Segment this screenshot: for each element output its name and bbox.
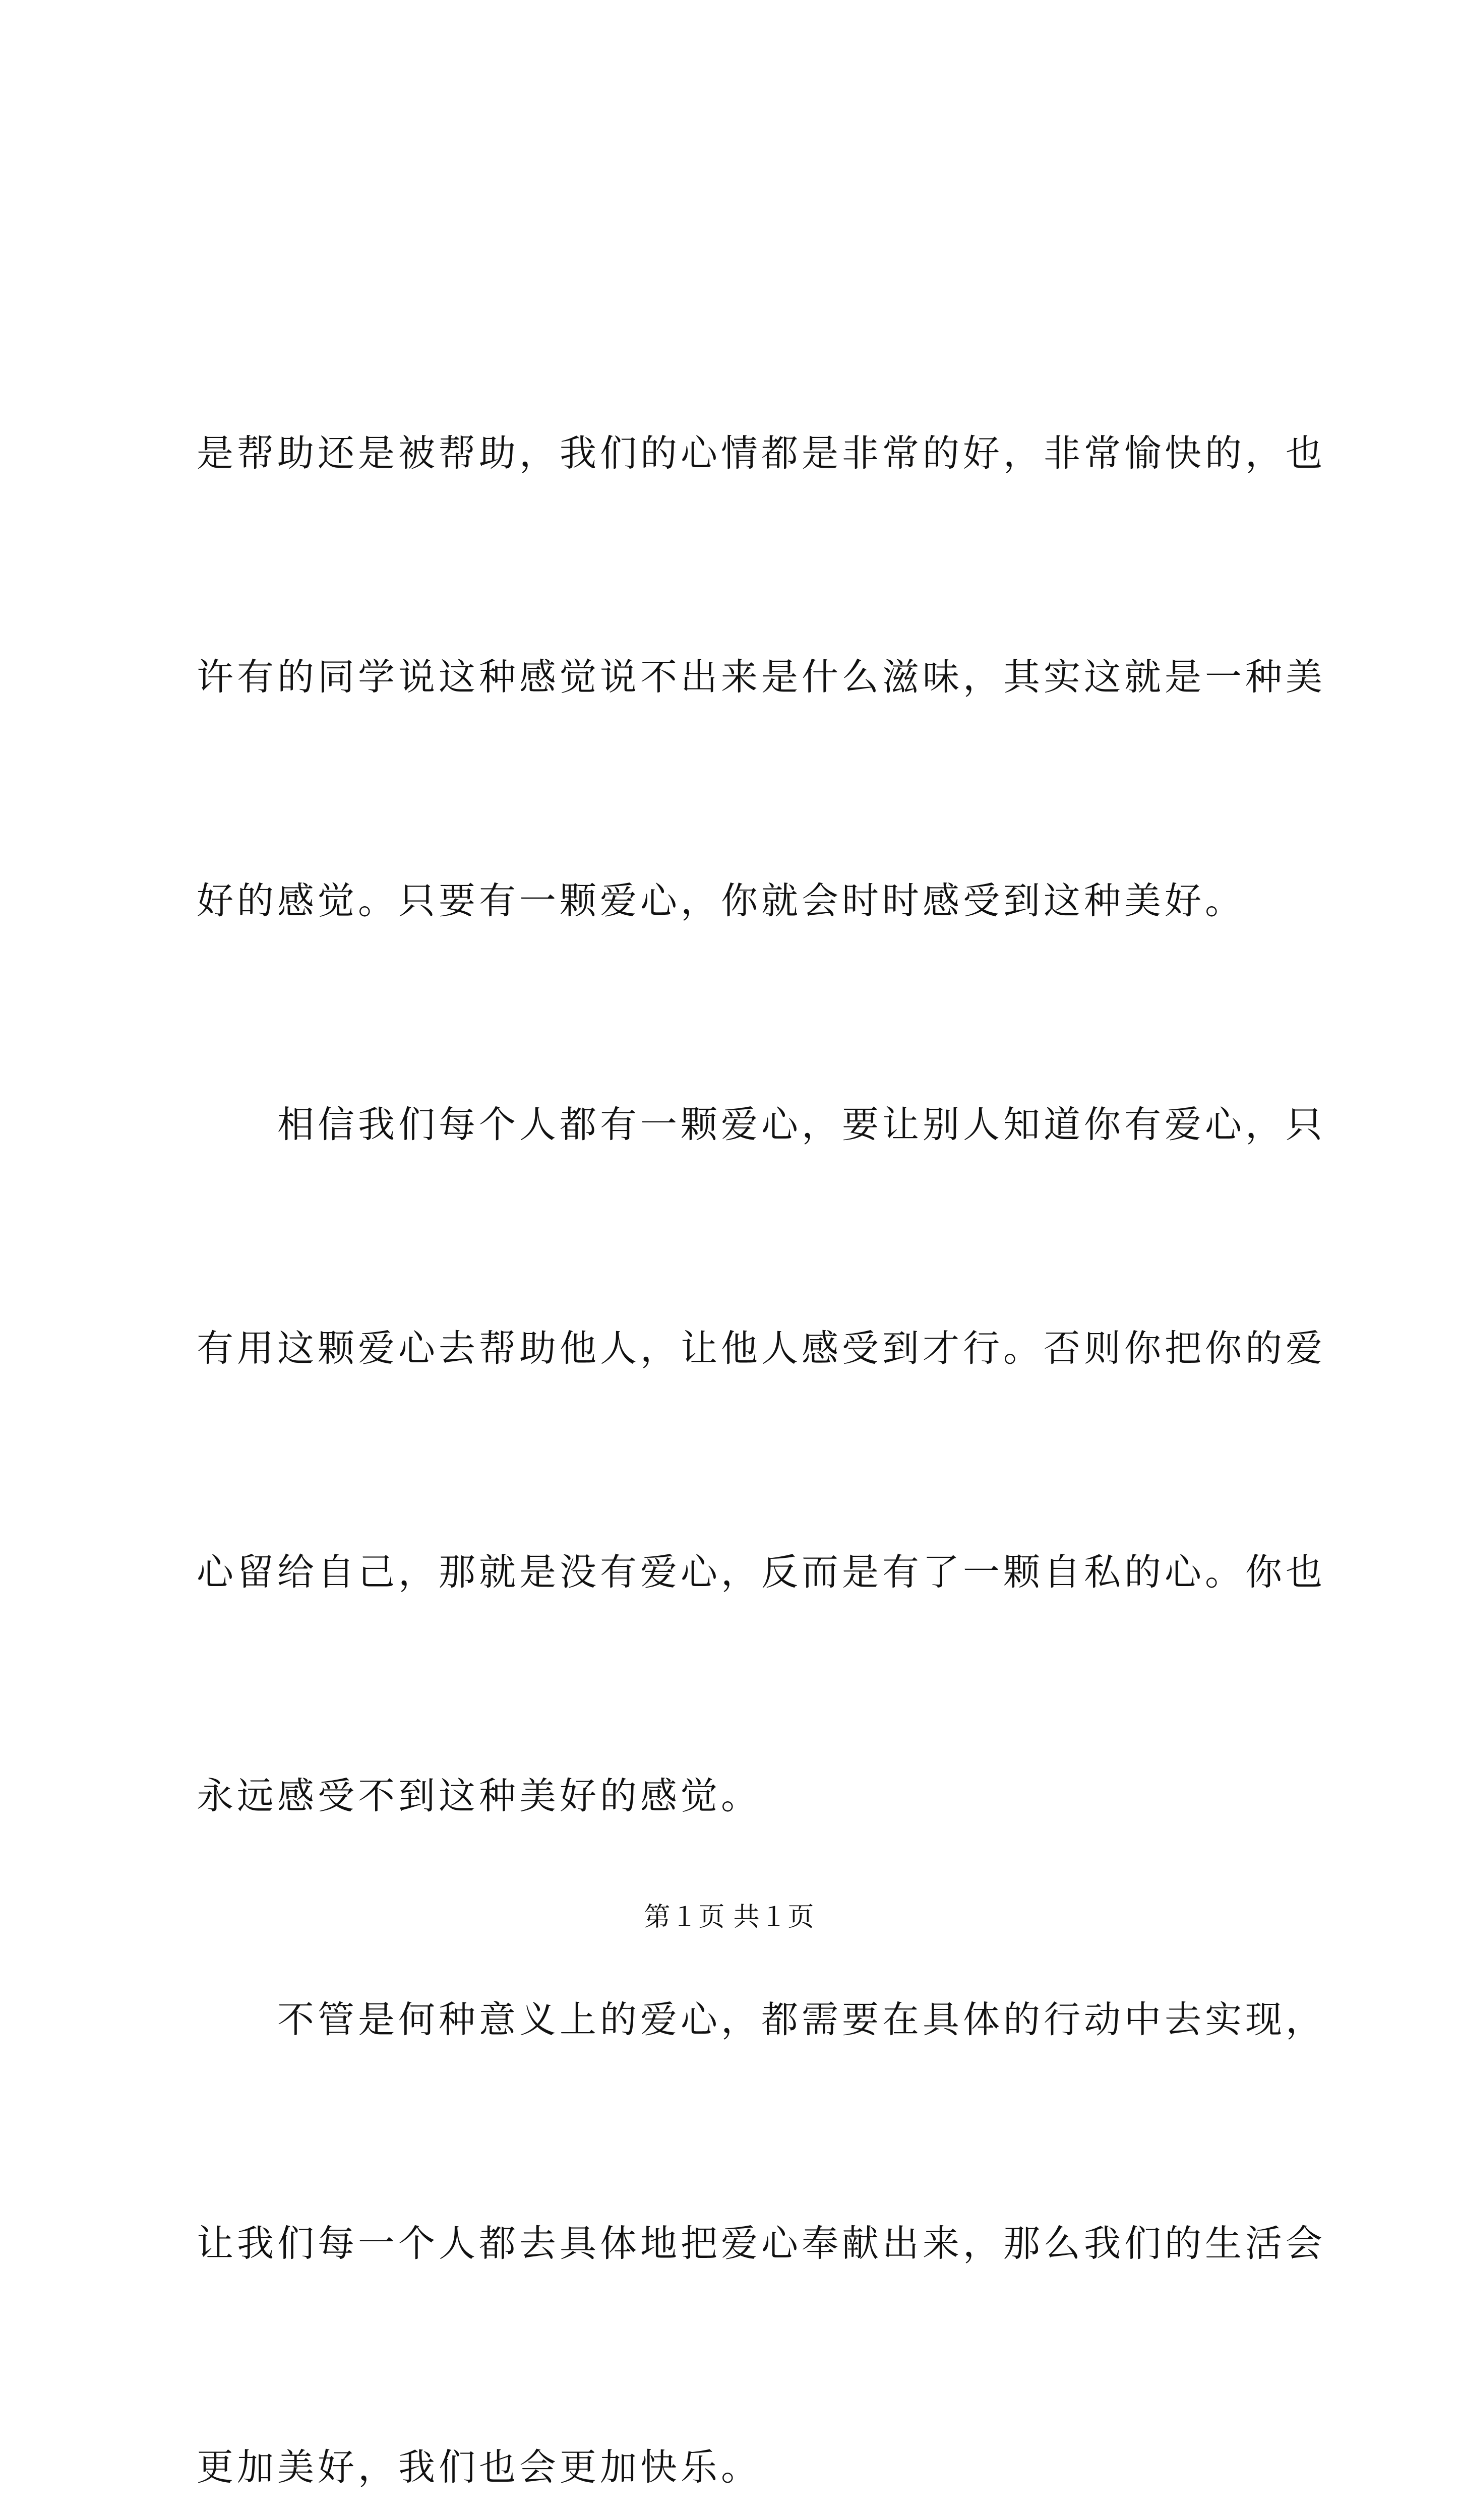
page-number-label: 第１页 共１页 xyxy=(644,1903,815,1932)
text-line: 更加美好，我们也会更加快乐。 xyxy=(197,2446,761,2489)
page-footer xyxy=(0,1900,1459,1935)
text-line: 心留给自己，那就是没有爱心，反而是有了一颗自私的心。你也 xyxy=(197,1551,1326,1594)
text-line: 好的感觉。只要有一颗爱心，你就会时时感受到这种美好。 xyxy=(197,879,1245,922)
text-line: 不管是何种意义上的爱心，都需要在具体的行动中去实现， xyxy=(197,1998,1326,2041)
text-line: 是帮助还是被帮助，我们的心情都是非常的好，非常愉快的，也 xyxy=(197,432,1326,475)
document-body xyxy=(197,267,1326,2520)
text-line: 永远感受不到这种美好的感觉。 xyxy=(197,1775,761,1817)
text-line: 有用这颗爱心去帮助他人，让他人感受到才行。否则你把你的爱 xyxy=(197,1327,1326,1370)
text-line: 让我们每一个人都去具体地把爱心奉献出来，那么我们的生活会 xyxy=(197,2222,1326,2265)
text-line: 许有的同学说这种感觉说不出来是什么滋味，其实这就是一种美 xyxy=(197,656,1326,699)
text-line: 相信我们每个人都有一颗爱心，要让别人知道你有爱心，只 xyxy=(197,1103,1326,1146)
paragraph xyxy=(197,267,1326,2520)
